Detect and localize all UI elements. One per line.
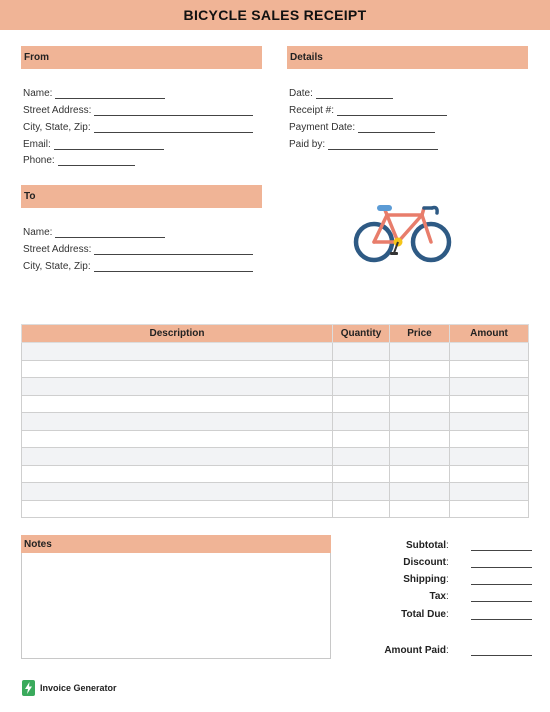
from-name-field[interactable]: Name: bbox=[23, 86, 165, 99]
details-heading: Details bbox=[287, 46, 528, 69]
to-street-field[interactable]: Street Address: bbox=[23, 242, 253, 255]
description-cell[interactable] bbox=[22, 343, 333, 361]
column-description: Description bbox=[22, 325, 333, 343]
amount-cell[interactable] bbox=[450, 465, 529, 483]
column-amount: Amount bbox=[450, 325, 529, 343]
quantity-cell[interactable] bbox=[333, 343, 390, 361]
discount-label: Discount bbox=[403, 557, 446, 568]
column-price: Price bbox=[390, 325, 450, 343]
amount-paid-field[interactable] bbox=[471, 647, 532, 656]
table-row bbox=[22, 483, 529, 501]
tax-field[interactable] bbox=[471, 593, 532, 602]
table-row bbox=[22, 448, 529, 466]
tax-row: Tax : bbox=[357, 589, 532, 602]
description-cell[interactable] bbox=[22, 360, 333, 378]
price-cell[interactable] bbox=[390, 483, 450, 501]
page-title: BICYCLE SALES RECEIPT bbox=[183, 7, 367, 23]
price-cell[interactable] bbox=[390, 378, 450, 396]
quantity-cell[interactable] bbox=[333, 413, 390, 431]
amount-cell[interactable] bbox=[450, 378, 529, 396]
amount-cell[interactable] bbox=[450, 448, 529, 466]
quantity-cell[interactable] bbox=[333, 360, 390, 378]
table-row bbox=[22, 360, 529, 378]
from-heading: From bbox=[21, 46, 262, 69]
tax-label: Tax bbox=[429, 591, 446, 602]
footer-brand[interactable] bbox=[22, 680, 117, 696]
to-heading: To bbox=[21, 185, 262, 208]
amount-cell[interactable] bbox=[450, 343, 529, 361]
amount-cell[interactable] bbox=[450, 413, 529, 431]
details-payment-date-field[interactable]: Payment Date: bbox=[289, 120, 435, 133]
quantity-cell[interactable] bbox=[333, 430, 390, 448]
subtotal-label: Subtotal bbox=[406, 540, 446, 551]
shipping-label: Shipping bbox=[403, 574, 446, 585]
description-cell[interactable] bbox=[22, 465, 333, 483]
table-header-row bbox=[22, 325, 529, 343]
discount-field[interactable] bbox=[471, 559, 532, 568]
subtotal-row: Subtotal : bbox=[357, 538, 532, 551]
from-street-field[interactable]: Street Address: bbox=[23, 103, 253, 116]
subtotal-field[interactable] bbox=[471, 542, 532, 551]
table-row bbox=[22, 395, 529, 413]
amount-cell[interactable] bbox=[450, 483, 529, 501]
description-cell[interactable] bbox=[22, 448, 333, 466]
price-cell[interactable] bbox=[390, 360, 450, 378]
price-cell[interactable] bbox=[390, 465, 450, 483]
table-row bbox=[22, 465, 529, 483]
amount-cell[interactable] bbox=[450, 360, 529, 378]
quantity-cell[interactable] bbox=[333, 465, 390, 483]
from-city-field[interactable]: City, State, Zip: bbox=[23, 120, 253, 133]
table-row bbox=[22, 430, 529, 448]
lightning-logo-icon bbox=[22, 680, 35, 696]
details-date-field[interactable]: Date: bbox=[289, 86, 393, 99]
price-cell[interactable] bbox=[390, 343, 450, 361]
amount-cell[interactable] bbox=[450, 430, 529, 448]
amount-paid-row: Amount Paid : bbox=[357, 643, 532, 656]
description-cell[interactable] bbox=[22, 413, 333, 431]
total-due-label: Total Due bbox=[401, 609, 446, 620]
to-name-field[interactable]: Name: bbox=[23, 225, 165, 238]
table-row bbox=[22, 378, 529, 396]
table-row bbox=[22, 500, 529, 518]
from-phone-field[interactable]: Phone: bbox=[23, 153, 135, 166]
discount-row: Discount : bbox=[357, 555, 532, 568]
description-cell[interactable] bbox=[22, 500, 333, 518]
table-row bbox=[22, 413, 529, 431]
price-cell[interactable] bbox=[390, 500, 450, 518]
description-cell[interactable] bbox=[22, 430, 333, 448]
quantity-cell[interactable] bbox=[333, 378, 390, 396]
description-cell[interactable] bbox=[22, 395, 333, 413]
title-bar bbox=[0, 0, 550, 30]
quantity-cell[interactable] bbox=[333, 483, 390, 501]
quantity-cell[interactable] bbox=[333, 500, 390, 518]
brand-name: Invoice Generator bbox=[40, 683, 117, 693]
price-cell[interactable] bbox=[390, 430, 450, 448]
price-cell[interactable] bbox=[390, 413, 450, 431]
description-cell[interactable] bbox=[22, 378, 333, 396]
quantity-cell[interactable] bbox=[333, 448, 390, 466]
shipping-row: Shipping : bbox=[357, 572, 532, 585]
description-cell[interactable] bbox=[22, 483, 333, 501]
notes-textarea[interactable] bbox=[21, 553, 331, 659]
price-cell[interactable] bbox=[390, 448, 450, 466]
quantity-cell[interactable] bbox=[333, 395, 390, 413]
price-cell[interactable] bbox=[390, 395, 450, 413]
shipping-field[interactable] bbox=[471, 576, 532, 585]
amount-paid-label: Amount Paid bbox=[384, 645, 446, 656]
column-quantity: Quantity bbox=[333, 325, 390, 343]
bicycle-icon bbox=[352, 200, 454, 266]
to-city-field[interactable]: City, State, Zip: bbox=[23, 259, 253, 272]
total-due-row: Total Due : bbox=[357, 607, 532, 620]
details-receipt-field[interactable]: Receipt #: bbox=[289, 103, 447, 116]
notes-heading: Notes bbox=[21, 535, 331, 553]
items-table bbox=[21, 324, 529, 518]
total-due-field[interactable] bbox=[471, 611, 532, 620]
details-paid-by-field[interactable]: Paid by: bbox=[289, 137, 438, 150]
table-row bbox=[22, 343, 529, 361]
from-email-field[interactable]: Email: bbox=[23, 137, 164, 150]
amount-cell[interactable] bbox=[450, 500, 529, 518]
amount-cell[interactable] bbox=[450, 395, 529, 413]
